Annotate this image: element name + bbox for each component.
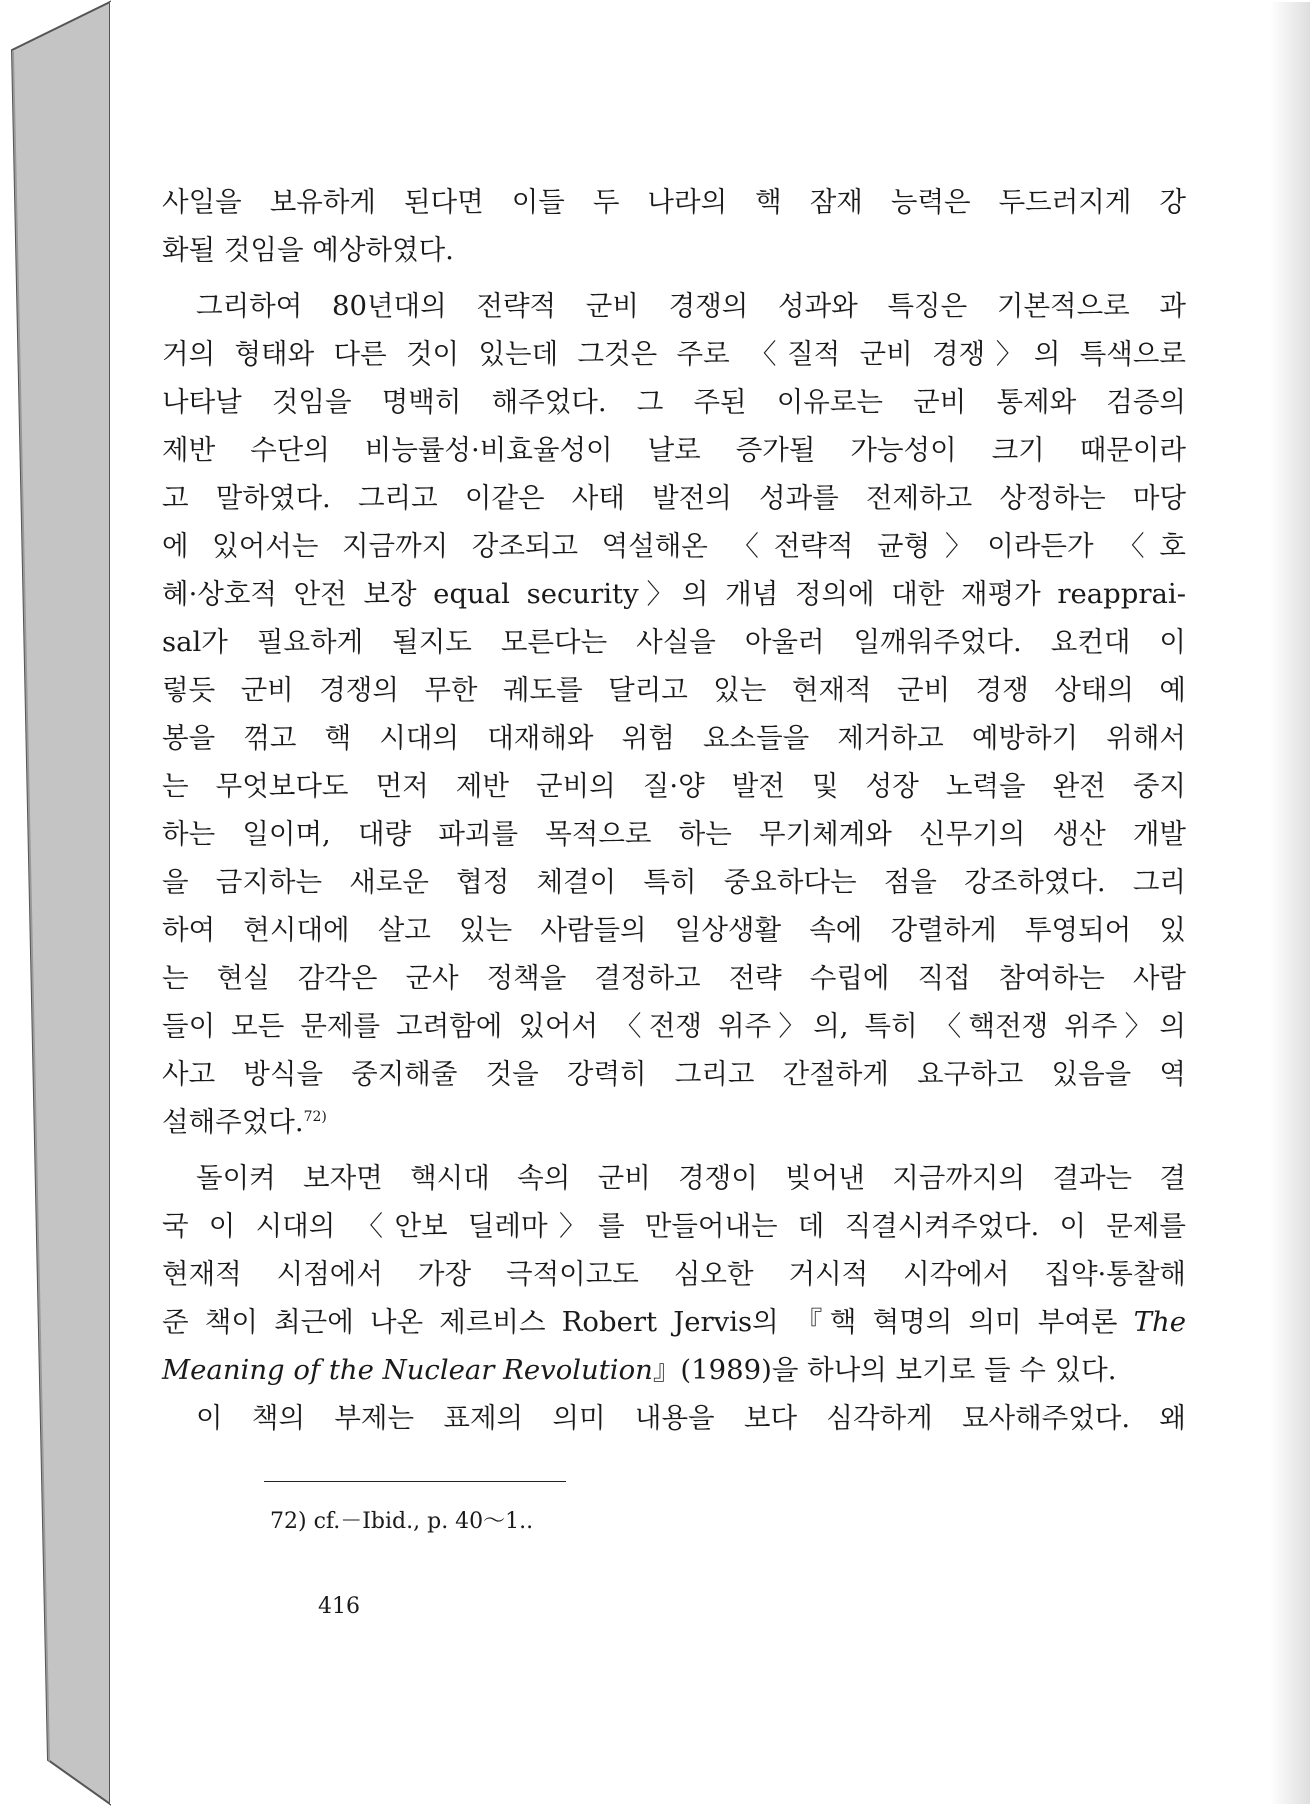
text-line: 이 책의 부제는 표제의 의미 내용을 보다 심각하게 묘사해주었다. 왜 xyxy=(196,1402,1186,1434)
text-line: 현재적 시점에서 가장 극적이고도 심오한 거시적 시각에서 집약·통찰해 xyxy=(162,1258,1186,1290)
text-line: 혜·상호적 안전 보장 equal security〉의 개념 정의에 대한 재평가 reapprai- xyxy=(162,578,1186,610)
book-title-italic: The xyxy=(1133,1306,1186,1338)
text-line: 국 이 시대의 〈안보 딜레마〉를 만들어내는 데 직결시켜주었다. 이 문제를 xyxy=(162,1210,1186,1242)
text-line: 제반 수단의 비능률성·비효율성이 날로 증가될 가능성이 크기 때문이라 xyxy=(162,434,1186,466)
page-edge-shadow xyxy=(1270,2,1310,1804)
text-line: 에 있어서는 지금까지 강조되고 역설해온 〈전략적 균형〉이라든가 〈호 xyxy=(162,530,1186,562)
book-title-italic: Meaning of the Nuclear Revolution xyxy=(162,1354,653,1386)
text-line: 들이 모든 문제를 고려함에 있어서 〈전쟁 위주〉의, 특히 〈핵전쟁 위주〉의 xyxy=(162,1010,1186,1042)
title-close-bracket: 』 xyxy=(652,1354,681,1386)
text-line: 는 현실 감각은 군사 정책을 결정하고 전략 수립에 직접 참여하는 사람 xyxy=(162,962,1186,994)
text-line: 렇듯 군비 경쟁의 무한 궤도를 달리고 있는 현재적 군비 경쟁 상태의 예 xyxy=(162,674,1186,706)
text-line: 그리하여 80년대의 전략적 군비 경쟁의 성과와 특징은 기본적으로 과 xyxy=(196,290,1186,322)
footnote: 72) cf.－Ibid., p. 40～1.. xyxy=(270,1509,534,1534)
text-line: sal가 필요하게 될지도 모른다는 사실을 아울러 일깨워주었다. 요컨대 이 xyxy=(162,626,1186,658)
text-line: 돌이켜 보자면 핵시대 속의 군비 경쟁이 빚어낸 지금까지의 결과는 결 xyxy=(196,1162,1186,1194)
body-text xyxy=(162,178,1186,1442)
footnote-divider xyxy=(264,1481,566,1482)
text-line: 하는 일이며, 대량 파괴를 목적으로 하는 무기체계와 신무기의 생산 개발 xyxy=(162,818,1186,850)
text-span: 설해주었다. xyxy=(162,1106,304,1138)
text-line: 는 무엇보다도 먼저 제반 군비의 질·양 발전 및 성장 노력을 완전 중지 xyxy=(162,770,1186,802)
text-line xyxy=(162,1346,1186,1394)
text-line: 거의 형태와 다른 것이 있는데 그것은 주로 〈질적 군비 경쟁〉의 특색으로 xyxy=(162,338,1186,370)
footnote-reference: 72) xyxy=(303,1108,327,1125)
text-line xyxy=(162,1098,1186,1146)
text-line xyxy=(162,1298,1186,1346)
text-line: 화될 것임을 예상하였다. xyxy=(162,234,454,266)
text-line: 사일을 보유하게 된다면 이들 두 나라의 핵 잠재 능력은 두드러지게 강 xyxy=(162,186,1186,218)
text-line: 고 말하였다. 그리고 이같은 사태 발전의 성과를 전제하고 상정하는 마당 xyxy=(162,482,1186,514)
text-line: 을 금지하는 새로운 협정 체결이 특히 중요하다는 점을 강조하였다. 그리 xyxy=(162,866,1186,898)
text-span: (1989)을 하나의 보기로 들 수 있다. xyxy=(680,1354,1117,1386)
text-line: 나타날 것임을 명백히 해주었다. 그 주된 이유로는 군비 통제와 검증의 xyxy=(162,386,1186,418)
text-line: 봉을 꺾고 핵 시대의 대재해와 위험 요소들을 제거하고 예방하기 위해서 xyxy=(162,722,1186,754)
text-span: 준 책이 최근에 나온 제르비스 Robert Jervis의 『핵 혁명의 의미 부여론 xyxy=(162,1306,1118,1338)
text-line: 사고 방식을 중지해줄 것을 강력히 그리고 간절하게 요구하고 있음을 역 xyxy=(162,1058,1186,1090)
text-line: 하여 현시대에 살고 있는 사람들의 일상생활 속에 강렬하게 투영되어 있 xyxy=(162,914,1186,946)
page-number: 416 xyxy=(318,1594,360,1619)
